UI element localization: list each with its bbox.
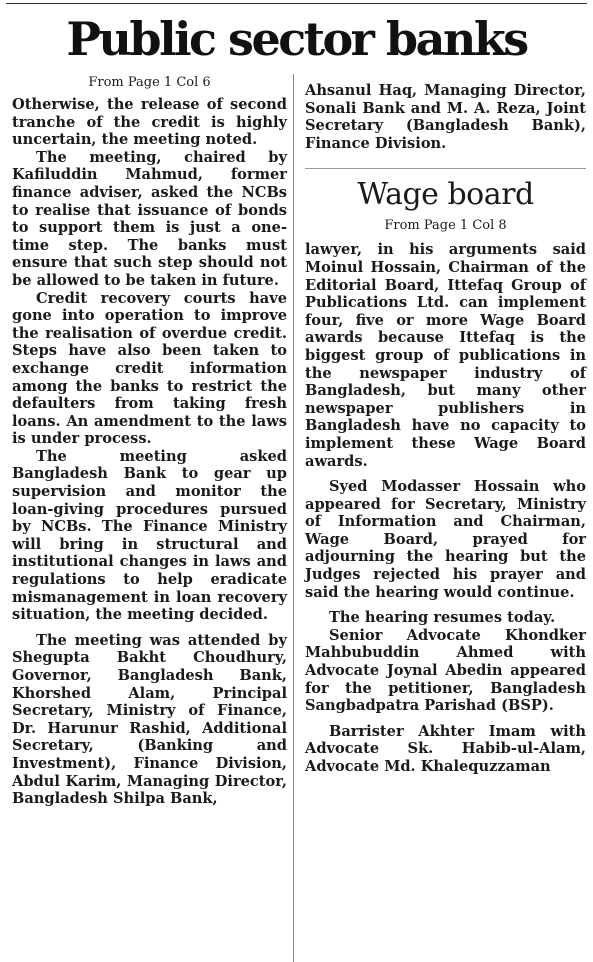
- article-paragraph-1: Otherwise, the release of second tranche of the credit is highly uncertain, the meeting noted.: [12, 96, 287, 149]
- right-column: [305, 82, 586, 776]
- left-byline: From Page 1 Col 6: [88, 75, 211, 90]
- article-paragraph-3: Credit recovery courts have gone into operation to improve the realisation of overdue credit. Steps have also been taken to exchange credit information among the banks to restrict the defaulters from taking fresh loans. An amendment to the laws is under process.: [12, 289, 287, 448]
- wage-board-headline: Wage board: [357, 177, 534, 213]
- wage-paragraph-3: The hearing resumes today.: [329, 609, 556, 627]
- article-paragraph-5: The meeting was attended by Shegupta Bakht Choudhury, Governor, Bangladesh Bank, Khorshed Alam, Principal Secretary, Ministry of Finance, Dr. Harunur Rashid, Additional Secretary, (Banking and Investment), Finance Division, Abdul Karim, Managing Director, Bangladesh Shilpa Bank,: [12, 631, 287, 808]
- left-column: [12, 74, 287, 808]
- wage-paragraph-4: Senior Advocate Khondker Mahbubuddin Ahmed with Advocate Joynal Abedin appeared for the petitioner, Bangladesh Sangbadpatra Parishad (BSP).: [305, 626, 586, 715]
- right-byline: From Page 1 Col 8: [384, 218, 507, 234]
- column-divider: [293, 74, 294, 962]
- article-paragraph-4: The meeting asked Bangladesh Bank to gear up supervision and monitor the loan-giving procedures pursued by NCBs. The Finance Ministry will bring in structural and institutional changes in laws and regulations to help eradicate mismanagement in loan recovery situation, the meeting decided.: [12, 447, 287, 624]
- wage-paragraph-1: lawyer, in his arguments said Moinul Hossain, Chairman of the Editorial Board, Ittefaq Group of Publications Ltd. can implement four, five or more Wage Board awards because Ittefaq is the biggest group of publications in the newspaper industry of Bangladesh, but many other newspaper publishers in Bangladesh have no capacity to implement these Wage Board awards.: [305, 241, 586, 470]
- top-rule: [6, 3, 587, 4]
- continuation-paragraph: Ahsanul Haq, Managing Director, Sonali Bank and M. A. Reza, Joint Secretary (Bangladesh Bank), Finance Division.: [305, 82, 586, 152]
- headline: Public sector banks: [66, 12, 527, 66]
- wage-paragraph-5: Barrister Akhter Imam with Advocate Sk. Habib-ul-Alam, Advocate Md. Khalequzzaman: [305, 722, 586, 775]
- article-paragraph-2: The meeting, chaired by Kafiluddin Mahmud, former finance adviser, asked the NCBs to realise that issuance of bonds to support them is just a one-time step. The banks must ensure that such step should not be allowed to be taken in future.: [12, 148, 287, 289]
- section-rule: [305, 168, 586, 169]
- wage-paragraph-2: Syed Modasser Hossain who appeared for Secretary, Ministry of Information and Chairman, Wage Board, prayed for adjourning the hearing but the Judges rejected his prayer and said the hearing would continue.: [305, 478, 586, 601]
